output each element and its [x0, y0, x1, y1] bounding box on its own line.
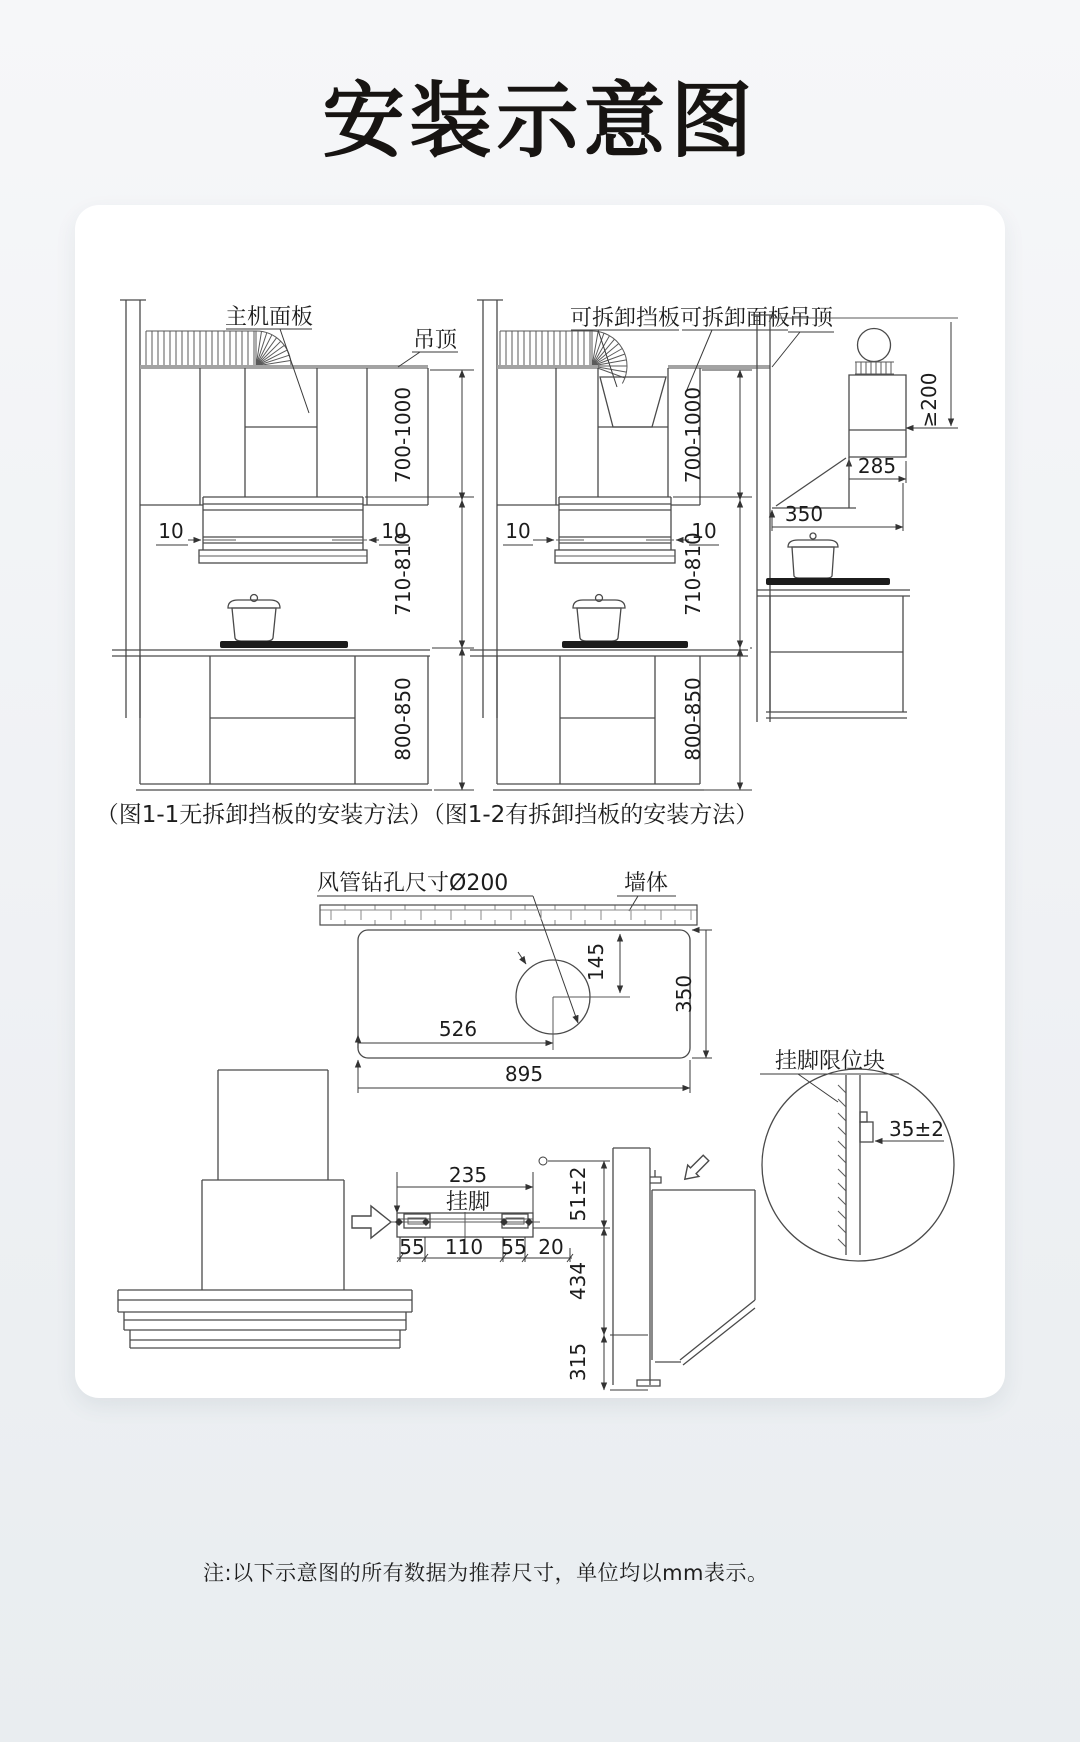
main-panel-leader: [226, 329, 312, 413]
dim-55-left: 55: [399, 1235, 425, 1259]
figure-1-2-drawing: [422, 300, 834, 828]
chimney-lower: [202, 1180, 344, 1290]
bracket-lower-dims: [397, 1235, 573, 1262]
dim-110: 110: [444, 1235, 484, 1259]
dim-350-side: 350: [784, 502, 824, 526]
ceiling-label: 吊顶: [412, 328, 458, 353]
top-view-drawing: [317, 871, 712, 1093]
cooktop: [562, 641, 688, 648]
dim-20: 20: [538, 1235, 564, 1259]
hood-base-layers: [118, 1290, 412, 1348]
ceiling-leader: [398, 352, 458, 367]
vertical-dim-chain: [365, 370, 474, 790]
pot-icon: [228, 595, 280, 642]
dim-350-value: 350: [672, 974, 696, 1014]
page-title: 安装示意图: [322, 74, 758, 169]
gap-dim-left: [156, 519, 236, 545]
installation-diagram: [75, 205, 1005, 1398]
vertical-dim-chain: [673, 370, 752, 790]
diagram-card: [75, 205, 1005, 1585]
dim-145: [584, 934, 620, 993]
dim-526: [358, 1017, 553, 1048]
main-panel-label: 主机面板: [224, 305, 314, 330]
bracket-hook: [650, 1170, 661, 1183]
wall-strip: [846, 1075, 860, 1255]
dim-315: 315: [566, 1342, 590, 1382]
dim-35: [875, 1117, 944, 1141]
figure-1-1-drawing: [96, 300, 474, 828]
dim-800-850: 800-850: [681, 677, 705, 761]
limit-block-tab: [860, 1112, 867, 1122]
hood-front-view: [555, 497, 675, 563]
duct-corrugation: [855, 362, 894, 374]
hood-front-view: [199, 497, 367, 563]
wall-label: 墙体: [623, 871, 669, 896]
dim-895: [358, 1060, 690, 1093]
wall-brick-strip: [320, 905, 697, 925]
dim-434: 434: [566, 1261, 590, 1301]
reference-point: [539, 1157, 547, 1165]
gap-right-value: 10: [381, 519, 407, 543]
pot-icon: [573, 595, 625, 642]
limit-block-leader: [760, 1074, 899, 1102]
base-cabinets: [493, 656, 704, 790]
gap-left-value: 10: [505, 519, 531, 543]
wall-hatching: [838, 1085, 846, 1247]
direction-arrow-down-left-icon: [685, 1155, 709, 1179]
chimney-upper: [218, 1070, 328, 1180]
detail-circle: [762, 1069, 954, 1261]
duct-hole-arrow: [518, 952, 526, 964]
gap-right-value: 10: [691, 519, 717, 543]
removable-baffle-shape: [600, 377, 666, 427]
hood-side-profile: [772, 457, 856, 508]
dim-710-810: 710-810: [681, 532, 705, 616]
footer-note: 注:以下示意图的所有数据为推荐尺寸，单位均以mm表示。: [203, 1561, 769, 1585]
duct-outlet-circle: [858, 329, 891, 362]
hood-top-view-body: [358, 930, 690, 1058]
dim-51: 51±2: [566, 1166, 590, 1222]
ceiling-label: 吊顶: [788, 306, 834, 331]
depth-350-dim: [772, 483, 903, 531]
hood-body-side: [637, 1190, 755, 1386]
cooktop: [220, 641, 348, 648]
limit-block-label: 挂脚限位块: [774, 1049, 886, 1074]
panel-label: 可拆卸面板: [679, 306, 791, 331]
dim-526-value: 526: [438, 1017, 478, 1041]
dim-145-value: 145: [584, 942, 608, 982]
center-line: [553, 997, 630, 1050]
dim-235-value: 235: [448, 1163, 488, 1187]
gap-left-value: 10: [158, 519, 184, 543]
limit-block: [860, 1122, 873, 1142]
wall-left: [477, 300, 503, 718]
wall-left: [120, 300, 146, 718]
figure-1-2-caption: （图1-2有拆卸挡板的安装方法）: [421, 802, 759, 828]
hood-side-view-large: [613, 1148, 755, 1386]
dim-35-value: 35±2: [889, 1117, 944, 1141]
direction-arrow-right-icon: [352, 1206, 391, 1238]
clearance-dim: [906, 322, 958, 428]
upper-cabinet-side: [849, 375, 906, 457]
side-view-dim-chain: [533, 1157, 648, 1390]
dim-800-850: 800-850: [391, 677, 415, 761]
dim-350-top: [672, 930, 712, 1058]
countertop: [757, 590, 910, 596]
dim-700-1000: 700-1000: [391, 386, 415, 484]
side-view-small: [751, 315, 958, 722]
figure-1-1-caption: （图1-1无拆卸挡板的安装方法）: [95, 802, 433, 828]
dim-55-right: 55: [501, 1235, 527, 1259]
dim-700-1000: 700-1000: [681, 386, 705, 484]
baffle-label: 可拆卸挡板: [569, 306, 681, 331]
dim-285: 285: [857, 454, 897, 478]
duct-hole-label: 风管钻孔尺寸Ø200: [317, 871, 509, 896]
gap-dim-left: [503, 519, 584, 545]
hood-front-view-large: [118, 1070, 412, 1348]
pot-icon: [788, 533, 838, 578]
base-cabinet-side: [766, 596, 907, 718]
upper-cabinets: [140, 368, 428, 505]
mounting-panel: [613, 1148, 650, 1385]
flex-duct: [500, 331, 627, 384]
depth-285-dim: [849, 454, 906, 483]
bracket-top-view: [390, 1163, 573, 1262]
upper-cabinets: [497, 368, 700, 505]
label-leaders: [571, 330, 834, 392]
countertop: [112, 650, 430, 656]
dim-710-810: 710-810: [391, 532, 415, 616]
flex-duct: [146, 331, 291, 366]
cooktop: [766, 578, 890, 585]
dim-min-200: ≥200: [917, 372, 941, 428]
bracket-label: 挂脚: [445, 1190, 491, 1215]
countertop: [470, 650, 748, 656]
base-cabinets: [136, 656, 432, 790]
dim-895-value: 895: [504, 1062, 544, 1086]
bracket-limit-detail: [760, 1049, 954, 1261]
